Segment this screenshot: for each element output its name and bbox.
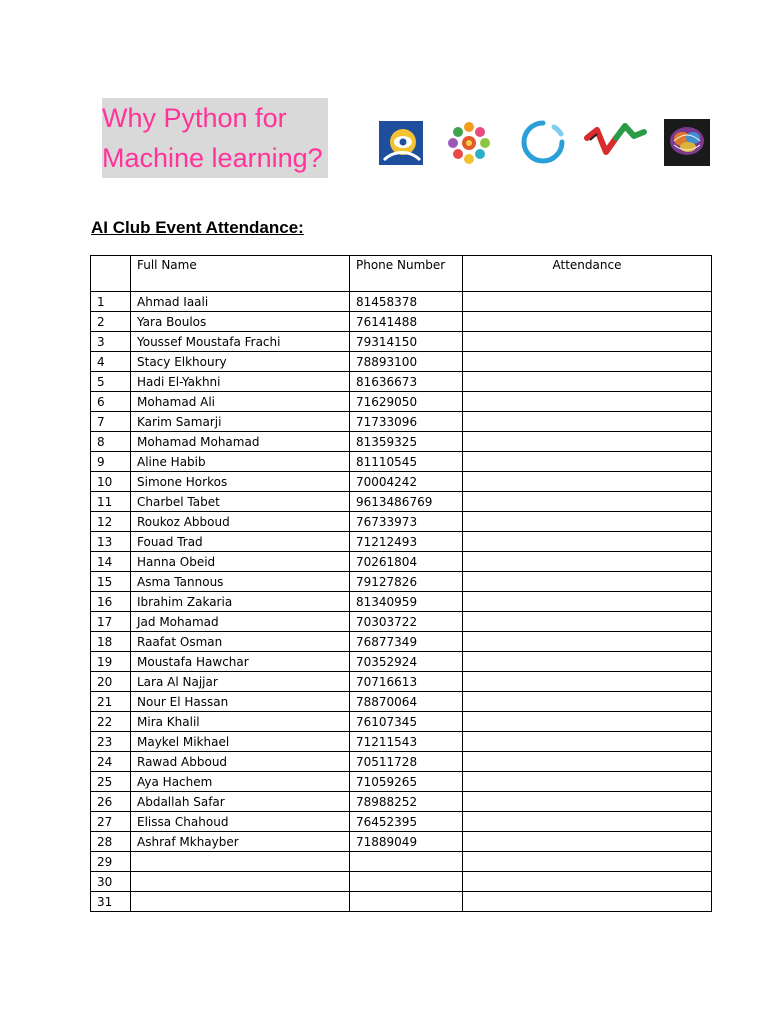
row-index: 20 [91,672,131,692]
ai-brain-logo [664,119,710,166]
phone-number-cell: 79314150 [350,332,463,352]
phone-number-cell: 70303722 [350,612,463,632]
row-index: 19 [91,652,131,672]
attendance-cell [463,492,712,512]
phone-number-cell: 81359325 [350,432,463,452]
row-index: 16 [91,592,131,612]
phone-number-cell: 71059265 [350,772,463,792]
phone-number-cell: 71212493 [350,532,463,552]
red-green-wave-logo [584,122,648,162]
full-name-cell: Fouad Trad [131,532,350,552]
row-index: 5 [91,372,131,392]
phone-number-cell: 81636673 [350,372,463,392]
attendance-cell [463,412,712,432]
attendance-cell [463,312,712,332]
phone-number-cell: 81110545 [350,452,463,472]
row-index: 13 [91,532,131,552]
phone-number-cell: 79127826 [350,572,463,592]
phone-number-cell [350,852,463,872]
full-name-cell: Mohamad Mohamad [131,432,350,452]
full-name-cell: Raafat Osman [131,632,350,652]
header-phone-number: Phone Number [350,256,463,292]
phone-number-cell: 81340959 [350,592,463,612]
phone-number-cell: 76141488 [350,312,463,332]
row-index: 18 [91,632,131,652]
attendance-cell [463,752,712,772]
phone-number-cell [350,892,463,912]
page-title-line-2: Machine learning? [102,143,323,173]
row-index: 8 [91,432,131,452]
table-row [91,792,712,812]
table-row [91,652,712,672]
colorful-flower-logo [446,120,492,166]
phone-number-cell: 70511728 [350,752,463,772]
attendance-cell [463,432,712,452]
row-index: 9 [91,452,131,472]
full-name-cell [131,892,350,912]
full-name-cell: Youssef Moustafa Frachi [131,332,350,352]
table-row [91,532,712,552]
table-row [91,552,712,572]
attendance-cell [463,652,712,672]
full-name-cell: Aya Hachem [131,772,350,792]
row-index: 22 [91,712,131,732]
row-index: 27 [91,812,131,832]
attendance-cell [463,832,712,852]
header-full-name: Full Name [131,256,350,292]
phone-number-cell: 70352924 [350,652,463,672]
table-row [91,352,712,372]
row-index: 7 [91,412,131,432]
table-row [91,872,712,892]
row-index: 4 [91,352,131,372]
full-name-cell: Jad Mohamad [131,612,350,632]
full-name-cell: Charbel Tabet [131,492,350,512]
row-index: 2 [91,312,131,332]
attendance-cell [463,292,712,312]
full-name-cell [131,872,350,892]
attendance-cell [463,712,712,732]
table-row [91,572,712,592]
attendance-cell [463,872,712,892]
header-index [91,256,131,292]
row-index: 10 [91,472,131,492]
attendance-cell [463,592,712,612]
attendance-cell [463,632,712,652]
row-index: 21 [91,692,131,712]
row-index: 31 [91,892,131,912]
attendance-cell [463,452,712,472]
phone-number-cell: 78893100 [350,352,463,372]
full-name-cell: Hanna Obeid [131,552,350,572]
full-name-cell: Moustafa Hawchar [131,652,350,672]
phone-number-cell: 76733973 [350,512,463,532]
phone-number-cell [350,872,463,892]
phone-number-cell: 71733096 [350,412,463,432]
table-row [91,672,712,692]
blue-ring-logo [519,118,567,166]
table-body [91,292,712,912]
table-row [91,312,712,332]
phone-number-cell: 76877349 [350,632,463,652]
table-row [91,772,712,792]
full-name-cell: Lara Al Najjar [131,672,350,692]
full-name-cell: Elissa Chahoud [131,812,350,832]
attendance-cell [463,672,712,692]
full-name-cell: Ahmad Iaali [131,292,350,312]
attendance-cell [463,792,712,812]
attendance-cell [463,552,712,572]
row-index: 1 [91,292,131,312]
table-row [91,612,712,632]
table-row [91,452,712,472]
row-index: 17 [91,612,131,632]
phone-number-cell: 78988252 [350,792,463,812]
table-row [91,852,712,872]
full-name-cell: Roukoz Abboud [131,512,350,532]
full-name-cell: Yara Boulos [131,312,350,332]
row-index: 11 [91,492,131,512]
section-heading: AI Club Event Attendance: [91,218,304,237]
full-name-cell: Maykel Mikhael [131,732,350,752]
header-attendance: Attendance [463,256,712,292]
full-name-cell: Ibrahim Zakaria [131,592,350,612]
full-name-cell: Rawad Abboud [131,752,350,772]
table-row [91,592,712,612]
phone-number-cell: 70004242 [350,472,463,492]
row-index: 26 [91,792,131,812]
attendance-cell [463,612,712,632]
phone-number-cell: 78870064 [350,692,463,712]
table-row [91,292,712,312]
table-row [91,412,712,432]
phone-number-cell: 9613486769 [350,492,463,512]
phone-number-cell: 71889049 [350,832,463,852]
phone-number-cell: 76452395 [350,812,463,832]
full-name-cell: Nour El Hassan [131,692,350,712]
row-index: 23 [91,732,131,752]
attendance-cell [463,532,712,552]
attendance-cell [463,892,712,912]
table-row [91,892,712,912]
full-name-cell: Stacy Elkhoury [131,352,350,372]
table-row [91,732,712,752]
table-row [91,472,712,492]
row-index: 24 [91,752,131,772]
phone-number-cell: 76107345 [350,712,463,732]
attendance-cell [463,352,712,372]
attendance-cell [463,812,712,832]
attendance-cell [463,392,712,412]
page-title-line-1: Why Python for [102,103,287,133]
attendance-cell [463,852,712,872]
table-row [91,712,712,732]
lebanese-university-logo [378,120,424,166]
table-row [91,632,712,652]
attendance-cell [463,332,712,352]
attendance-cell [463,372,712,392]
full-name-cell: Abdallah Safar [131,792,350,812]
attendance-cell [463,512,712,532]
row-index: 29 [91,852,131,872]
phone-number-cell: 71629050 [350,392,463,412]
row-index: 25 [91,772,131,792]
full-name-cell: Ashraf Mkhayber [131,832,350,852]
table-row [91,512,712,532]
table-row [91,692,712,712]
row-index: 6 [91,392,131,412]
attendance-cell [463,572,712,592]
phone-number-cell: 70716613 [350,672,463,692]
table-row [91,752,712,772]
full-name-cell [131,852,350,872]
full-name-cell: Asma Tannous [131,572,350,592]
phone-number-cell: 70261804 [350,552,463,572]
table-header-row [91,256,712,292]
table-row [91,432,712,452]
full-name-cell: Aline Habib [131,452,350,472]
full-name-cell: Karim Samarji [131,412,350,432]
page-title [102,98,328,178]
attendance-cell [463,692,712,712]
row-index: 14 [91,552,131,572]
row-index: 28 [91,832,131,852]
attendance-cell [463,732,712,752]
table-row [91,492,712,512]
row-index: 12 [91,512,131,532]
full-name-cell: Mohamad Ali [131,392,350,412]
row-index: 30 [91,872,131,892]
phone-number-cell: 71211543 [350,732,463,752]
attendance-cell [463,472,712,492]
full-name-cell: Simone Horkos [131,472,350,492]
attendance-cell [463,772,712,792]
table-row [91,812,712,832]
row-index: 3 [91,332,131,352]
row-index: 15 [91,572,131,592]
full-name-cell: Mira Khalil [131,712,350,732]
table-row [91,832,712,852]
phone-number-cell: 81458378 [350,292,463,312]
table-row [91,372,712,392]
attendance-table [90,255,712,912]
table-row [91,392,712,412]
full-name-cell: Hadi El-Yakhni [131,372,350,392]
table-row [91,332,712,352]
